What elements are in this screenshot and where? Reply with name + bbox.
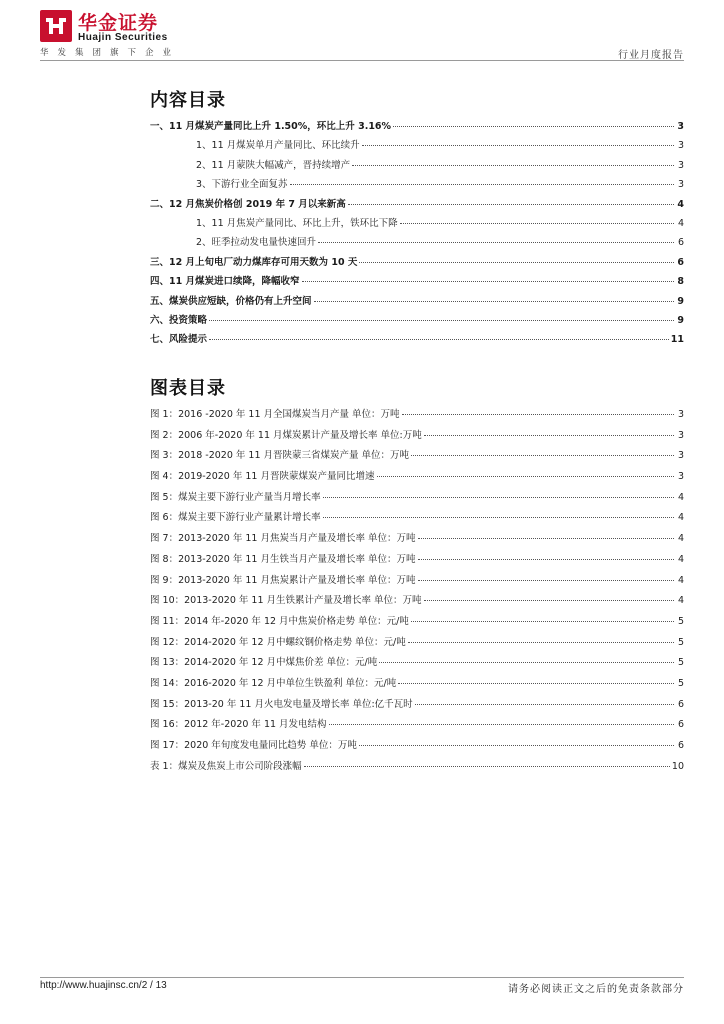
dot-leader <box>424 600 674 601</box>
toc-entry-page-number: 5 <box>677 657 684 669</box>
toc-entry-page-number: 3 <box>677 409 684 420</box>
toc-entry-page-number: 3 <box>677 471 684 483</box>
logo-chinese-text: 华金证券 <box>78 12 159 34</box>
toc-entry[interactable] <box>150 634 684 655</box>
toc-entry-page-number: 5 <box>677 615 684 627</box>
dot-leader <box>418 580 674 581</box>
toc-entry-title: 2、旺季拉动发电量快速回升 <box>196 237 317 249</box>
toc-entry[interactable] <box>150 592 684 613</box>
toc-entry[interactable] <box>150 157 684 176</box>
dot-leader <box>415 704 674 705</box>
toc-entry-title: 图 4：2019-2020 年 11 月晋陕蒙煤炭产量同比增速 <box>150 471 375 483</box>
toc-entry-title: 三、12 月上旬电厂动力煤库存可用天数为 10 天 <box>150 256 358 268</box>
toc-entry-page-number: 5 <box>677 677 684 689</box>
dot-leader <box>314 301 674 302</box>
toc-entry-page-number: 6 <box>677 719 684 731</box>
toc-entry-title: 2、11 月蒙陕大幅减产，晋持续增产 <box>196 159 351 171</box>
toc-entry-title: 图 15：2013-20 年 11 月火电发电量及增长率 单位:亿千瓦时 <box>150 698 413 710</box>
dot-leader <box>304 766 670 767</box>
toc-entry-page-number: 4 <box>677 533 684 545</box>
toc-entry[interactable] <box>150 176 684 195</box>
dot-leader <box>411 621 674 622</box>
tables-list <box>150 758 684 779</box>
dot-leader <box>359 262 674 263</box>
toc-entry-title: 图 11：2014 年-2020 年 12 月中焦炭价格走势 单位：元/吨 <box>150 615 409 627</box>
toc-entry-title: 图 6：煤炭主要下游行业产量累计增长率 <box>150 512 321 524</box>
toc-entry[interactable] <box>150 137 684 156</box>
toc-entry[interactable] <box>150 551 684 572</box>
dot-leader <box>302 281 674 282</box>
toc-entry-title: 五、煤炭供应短缺，价格仍有上升空间 <box>150 295 312 307</box>
toc-entry[interactable] <box>150 427 684 448</box>
toc-entry-title: 图 8：2013-2020 年 11 月生铁当月产量及增长率 单位：万吨 <box>150 553 416 565</box>
logo-mark-icon <box>40 10 72 42</box>
toc-entry-title: 二、12 月焦炭价格创 2019 年 7 月以来新高 <box>150 198 346 210</box>
dot-leader <box>209 339 669 340</box>
toc-entry-title: 图 3：2018 -2020 年 11 月晋陕蒙三省煤炭产量 单位：万吨 <box>150 450 410 462</box>
toc-entry-page-number: 10 <box>671 761 684 772</box>
dot-leader <box>359 745 674 746</box>
toc-entry[interactable] <box>150 675 684 696</box>
toc-entry-title: 图 5：煤炭主要下游行业产量当月增长率 <box>150 491 321 503</box>
dot-leader <box>329 724 674 725</box>
toc-entry-page-number: 4 <box>677 595 684 607</box>
figures-list <box>150 406 684 758</box>
toc-entry[interactable] <box>150 468 684 489</box>
company-tagline: 华发集团旗下企业 <box>40 48 181 58</box>
toc-entry-page-number: 4 <box>677 574 684 586</box>
toc-entry[interactable] <box>150 737 684 758</box>
dot-leader <box>352 165 674 166</box>
toc-entry[interactable] <box>150 530 684 551</box>
toc-entry-page-number: 4 <box>677 491 684 503</box>
toc-entry-page-number: 6 <box>677 740 684 751</box>
toc-entry-title: 图 14：2016-2020 年 12 月中单位生铁盈利 单位：元/吨 <box>150 677 397 689</box>
toc-entry[interactable] <box>150 254 684 273</box>
toc-entry[interactable] <box>150 293 684 312</box>
toc-entry-page-number: 3 <box>677 140 684 152</box>
page-header <box>40 8 684 61</box>
toc-entry[interactable] <box>150 509 684 530</box>
dot-leader <box>290 184 674 185</box>
toc-entry[interactable] <box>150 758 684 779</box>
toc-entry-page-number: 11 <box>670 334 684 346</box>
toc-entry-title: 一、11 月煤炭产量同比上升 1.50%，环比上升 3.16% <box>150 121 392 132</box>
dot-leader <box>393 126 674 127</box>
toc-entry[interactable] <box>150 572 684 593</box>
dot-leader <box>398 683 674 684</box>
toc-entry-page-number: 4 <box>677 217 684 229</box>
dot-leader <box>424 435 674 436</box>
toc-entry-page-number: 4 <box>677 512 684 524</box>
toc-entry[interactable] <box>150 312 684 331</box>
toc-entry[interactable] <box>150 118 684 137</box>
toc-entry-title: 图 9：2013-2020 年 11 月焦炭累计产量及增长率 单位：万吨 <box>150 574 416 586</box>
toc-entry[interactable] <box>150 654 684 675</box>
toc-entry-title: 图 1：2016 -2020 年 11 月全国煤炭当月产量 单位：万吨 <box>150 409 400 420</box>
dot-leader <box>318 242 674 243</box>
dot-leader <box>323 517 674 518</box>
toc-entry-title: 图 16：2012 年-2020 年 11 月发电结构 <box>150 719 327 731</box>
dot-leader <box>362 145 674 146</box>
footer-url-page[interactable]: http://www.huajinsc.cn/2 / 13 <box>40 980 167 991</box>
dot-leader <box>411 455 674 456</box>
dot-leader <box>418 538 674 539</box>
dot-leader <box>377 476 675 477</box>
toc-entry-title: 四、11 月煤炭进口续降，降幅收窄 <box>150 276 300 288</box>
toc-entry[interactable] <box>150 613 684 634</box>
toc-entry-title: 表 1：煤炭及焦炭上市公司阶段涨幅 <box>150 761 302 772</box>
footer-divider <box>40 977 684 978</box>
toc-entry-page-number: 6 <box>677 698 684 710</box>
toc-entry-page-number: 6 <box>677 237 684 249</box>
toc-entry-title: 图 2：2006 年-2020 年 11 月煤炭累计产量及增长率 单位:万吨 <box>150 429 422 441</box>
dot-leader <box>418 559 674 560</box>
toc-entry[interactable] <box>150 331 684 350</box>
toc-entry-title: 图 10：2013-2020 年 11 月生铁累计产量及增长率 单位：万吨 <box>150 595 422 607</box>
toc-entry-title: 3、下游行业全面复苏 <box>196 179 288 191</box>
logo-english-text: Huajin Securities <box>78 32 168 43</box>
toc-entry[interactable] <box>150 696 684 717</box>
contents-title: 内容目录 <box>150 90 226 111</box>
toc-entry[interactable] <box>150 234 684 253</box>
dot-leader <box>400 223 674 224</box>
dot-leader <box>323 497 674 498</box>
toc-entry-title: 图 12：2014-2020 年 12 月中螺纹钢价格走势 单位：元/吨 <box>150 636 406 648</box>
toc-entry[interactable] <box>150 215 684 234</box>
toc-entry[interactable] <box>150 716 684 737</box>
toc-entry-page-number: 8 <box>677 276 684 288</box>
dot-leader <box>209 320 674 321</box>
toc-entry-page-number: 3 <box>677 121 684 132</box>
toc-entry-title: 图 7：2013-2020 年 11 月焦炭当月产量及增长率 单位：万吨 <box>150 533 416 545</box>
dot-leader <box>408 642 674 643</box>
toc-entry[interactable] <box>150 447 684 468</box>
toc-entry-page-number: 3 <box>677 159 684 171</box>
toc-entry-title: 1、11 月焦炭产量同比、环比上升，铁环比下降 <box>196 217 398 229</box>
toc-entry-title: 六、投资策略 <box>150 314 208 326</box>
toc-entry-page-number: 6 <box>677 256 684 268</box>
dot-leader <box>348 204 674 205</box>
toc-entry-page-number: 3 <box>677 179 684 191</box>
contents-list <box>150 118 684 351</box>
dot-leader <box>379 662 674 663</box>
toc-entry-page-number: 4 <box>677 198 684 210</box>
toc-entry-title: 图 17：2020 年旬度发电量同比趋势 单位：万吨 <box>150 740 357 751</box>
toc-entry[interactable] <box>150 196 684 215</box>
toc-entry-page-number: 5 <box>677 636 684 648</box>
toc-entry-page-number: 3 <box>677 429 684 441</box>
toc-entry-title: 1、11 月煤炭单月产量同比、环比续升 <box>196 140 360 152</box>
footer-disclaimer: 请务必阅读正文之后的免责条款部分 <box>508 984 684 995</box>
toc-entry-page-number: 3 <box>677 450 684 462</box>
dot-leader <box>402 414 674 415</box>
report-type-label: 行业月度报告 <box>618 50 684 61</box>
toc-entry[interactable] <box>150 406 684 427</box>
toc-entry-page-number: 4 <box>677 553 684 565</box>
toc-entry[interactable] <box>150 489 684 510</box>
header-divider <box>40 60 684 61</box>
figures-title: 图表目录 <box>150 378 226 399</box>
toc-entry[interactable] <box>150 273 684 292</box>
toc-entry-page-number: 9 <box>677 295 684 307</box>
toc-entry-title: 图 13：2014-2020 年 12 月中煤焦价差 单位：元/吨 <box>150 657 378 669</box>
toc-entry-page-number: 9 <box>677 314 684 326</box>
toc-entry-title: 七、风险提示 <box>150 334 208 346</box>
